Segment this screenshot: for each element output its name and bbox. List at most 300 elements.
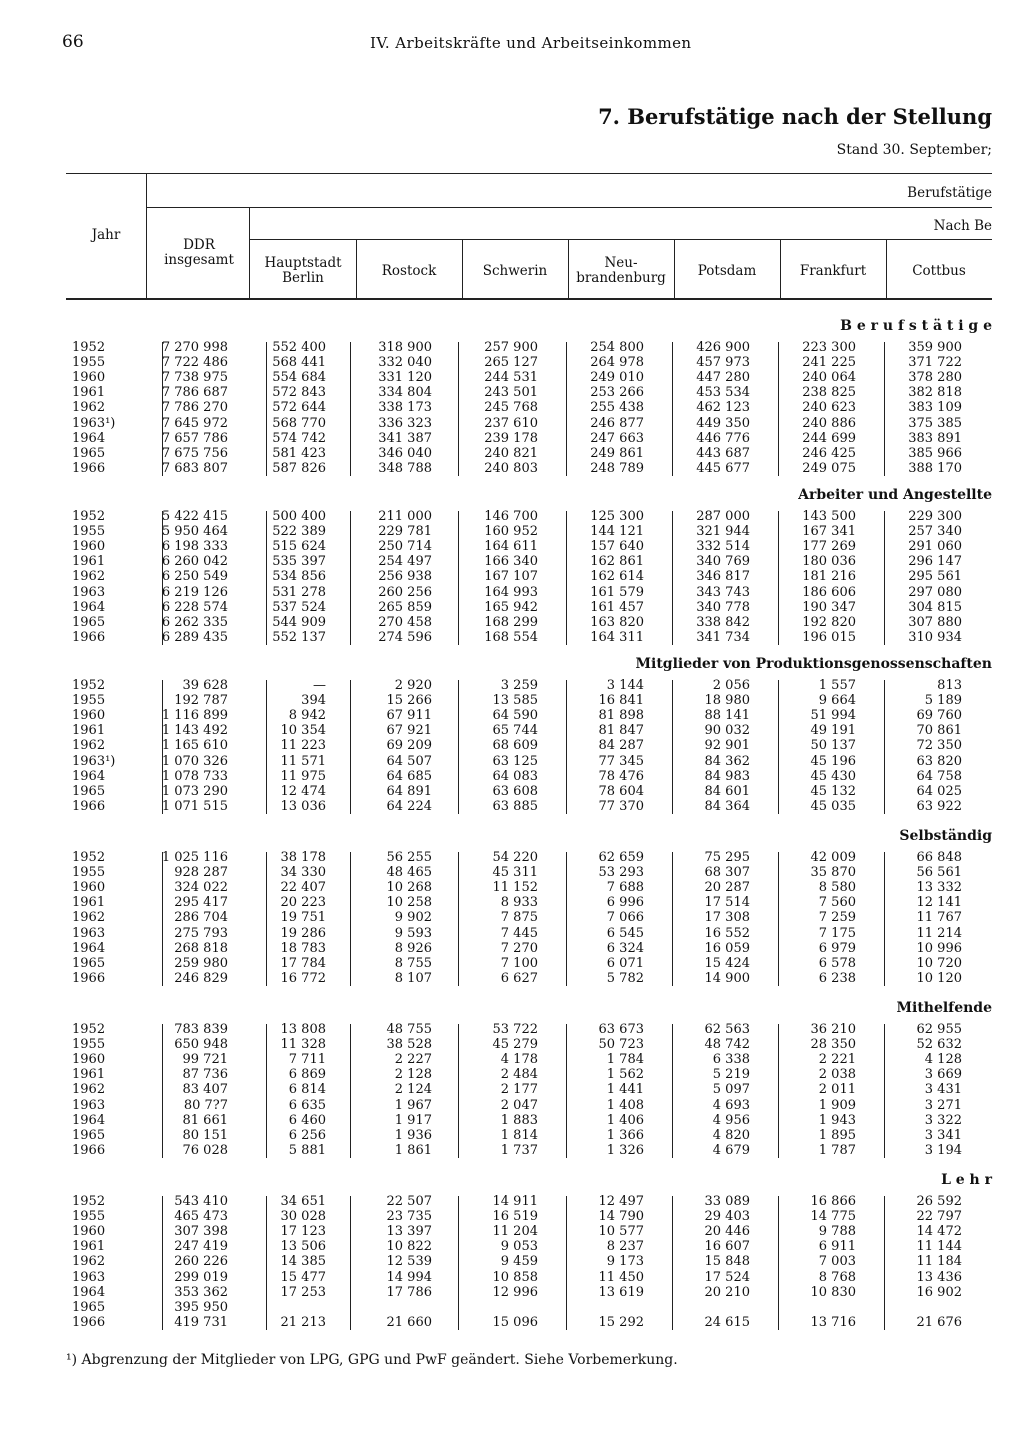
value-cell: 394 xyxy=(301,693,326,709)
value-cell: 332 514 xyxy=(696,539,750,555)
table-row xyxy=(0,1129,1024,1144)
value-cell: 260 256 xyxy=(378,584,432,600)
value-cell: 2 128 xyxy=(394,1067,432,1083)
value-cell: 338 842 xyxy=(696,614,750,630)
value-cell: 5 881 xyxy=(288,1142,326,1158)
value-cell: 1 078 733 xyxy=(161,768,228,784)
value-cell: 10 830 xyxy=(810,1284,856,1300)
year-cell: 1952 xyxy=(72,850,106,865)
year-cell: 1963 xyxy=(72,584,106,600)
table-title: 7. Berufstätige nach der Stellung xyxy=(598,104,992,129)
value-cell: 240 623 xyxy=(802,400,856,416)
value-cell: 3 669 xyxy=(924,1067,962,1083)
col-header-potsdam: Potsdam xyxy=(697,263,757,279)
value-cell: 346 040 xyxy=(378,445,432,461)
value-cell: 13 585 xyxy=(492,693,538,709)
value-cell: 1 408 xyxy=(606,1097,644,1113)
value-cell: 318 900 xyxy=(378,340,432,355)
value-cell: 6 228 574 xyxy=(161,599,228,615)
year-cell: 1962 xyxy=(72,1082,106,1098)
year-cell: 1965 xyxy=(72,1127,106,1143)
value-cell: 56 561 xyxy=(916,865,962,881)
value-cell: 240 821 xyxy=(484,445,538,461)
value-cell: 3 341 xyxy=(924,1127,962,1143)
value-cell: 14 790 xyxy=(598,1209,644,1225)
value-cell: 53 722 xyxy=(492,1022,538,1037)
value-cell: 20 223 xyxy=(280,895,326,911)
year-cell: 1961 xyxy=(72,723,106,739)
value-cell: 572 843 xyxy=(272,385,326,401)
value-cell: 568 441 xyxy=(272,355,326,371)
value-cell: 12 474 xyxy=(280,783,326,799)
value-cell: 80 7?7 xyxy=(183,1097,228,1113)
value-cell: 76 028 xyxy=(182,1142,228,1158)
value-cell: 7 688 xyxy=(606,880,644,896)
value-cell: 10 822 xyxy=(386,1239,432,1255)
value-cell: 552 137 xyxy=(272,629,326,645)
year-col-divider xyxy=(146,173,147,299)
value-cell: 375 385 xyxy=(908,415,962,431)
value-cell: 11 214 xyxy=(916,925,962,941)
value-cell: 16 519 xyxy=(492,1209,538,1225)
value-cell: 6 198 333 xyxy=(161,539,228,555)
value-cell: 6 289 435 xyxy=(161,629,228,645)
value-cell: 2 047 xyxy=(500,1097,538,1113)
value-cell: 286 704 xyxy=(174,910,228,926)
year-cell: 1952 xyxy=(72,1194,106,1209)
value-cell: 341 734 xyxy=(696,629,750,645)
value-cell: 8 107 xyxy=(394,970,432,986)
value-cell: 6 869 xyxy=(288,1067,326,1083)
value-cell: 88 141 xyxy=(704,708,750,724)
value-cell: 2 221 xyxy=(818,1052,856,1068)
value-cell: 99 721 xyxy=(182,1052,228,1068)
table-row xyxy=(0,972,1024,987)
value-cell: 243 501 xyxy=(484,385,538,401)
value-cell: 34 651 xyxy=(280,1194,326,1209)
value-cell: 78 476 xyxy=(598,768,644,784)
value-cell: 287 000 xyxy=(696,509,750,524)
value-cell: 1 917 xyxy=(394,1112,432,1128)
value-cell: 11 204 xyxy=(492,1224,538,1240)
table-row xyxy=(0,586,1024,601)
value-cell: 48 755 xyxy=(386,1022,432,1037)
value-cell: 10 268 xyxy=(386,880,432,896)
value-cell: 3 194 xyxy=(924,1142,962,1158)
value-cell: 6 071 xyxy=(606,955,644,971)
year-cell: 1955 xyxy=(72,355,106,371)
year-cell: 1962 xyxy=(72,400,106,416)
value-cell: 6 814 xyxy=(288,1082,326,1098)
year-cell: 1966 xyxy=(72,798,106,814)
table-row xyxy=(0,570,1024,585)
value-cell: 35 870 xyxy=(810,865,856,881)
value-cell: 515 624 xyxy=(272,539,326,555)
value-cell: 12 141 xyxy=(916,895,962,911)
value-cell: 146 700 xyxy=(484,509,538,524)
year-cell: 1961 xyxy=(72,1239,106,1255)
col-divider xyxy=(568,239,569,299)
table-row xyxy=(0,1255,1024,1270)
value-cell: 13 619 xyxy=(598,1284,644,1300)
section-title: Arbeiter und Angestellte xyxy=(798,487,992,503)
value-cell: 20 210 xyxy=(704,1284,750,1300)
table-row xyxy=(0,1099,1024,1114)
value-cell: 385 966 xyxy=(908,445,962,461)
value-cell: 1 883 xyxy=(500,1112,538,1128)
value-cell: 15 848 xyxy=(704,1254,750,1270)
value-cell: 9 664 xyxy=(818,693,856,709)
value-cell: 15 292 xyxy=(598,1314,644,1330)
table-row xyxy=(0,957,1024,972)
value-cell: 457 973 xyxy=(696,355,750,371)
value-cell: 4 178 xyxy=(500,1052,538,1068)
value-cell: 6 578 xyxy=(818,955,856,971)
value-cell: 11 223 xyxy=(280,738,326,754)
year-cell: 1965 xyxy=(72,445,106,461)
table-row xyxy=(0,800,1024,815)
value-cell: 64 507 xyxy=(386,753,432,769)
value-cell: 10 858 xyxy=(492,1269,538,1285)
value-cell: 2 124 xyxy=(394,1082,432,1098)
value-cell: 447 280 xyxy=(696,370,750,386)
value-cell: 16 059 xyxy=(704,940,750,956)
value-cell: 1 562 xyxy=(606,1067,644,1083)
value-cell: 238 825 xyxy=(802,385,856,401)
value-cell: 77 345 xyxy=(598,753,644,769)
value-cell: 500 400 xyxy=(272,509,326,524)
value-cell: 196 015 xyxy=(802,629,856,645)
value-cell: 1 070 326 xyxy=(161,753,228,769)
value-cell: 346 817 xyxy=(696,569,750,585)
value-cell: 18 783 xyxy=(280,940,326,956)
value-cell: 63 885 xyxy=(492,798,538,814)
value-cell: 22 797 xyxy=(916,1209,962,1225)
value-cell: 77 370 xyxy=(598,798,644,814)
value-cell: 168 299 xyxy=(484,614,538,630)
value-cell: 48 742 xyxy=(704,1037,750,1053)
col-header-neubrandenburg: Neu-brandenburg xyxy=(576,255,666,286)
section-title: B e r u f s t ä t i g e xyxy=(840,318,992,334)
value-cell: 348 788 xyxy=(378,460,432,476)
value-cell: 383 109 xyxy=(908,400,962,416)
value-cell: 3 271 xyxy=(924,1097,962,1113)
value-cell: 17 524 xyxy=(704,1269,750,1285)
table-row xyxy=(0,881,1024,896)
value-cell: 11 152 xyxy=(492,880,538,896)
value-cell: 84 601 xyxy=(704,783,750,799)
value-cell: 341 387 xyxy=(378,430,432,446)
table-row xyxy=(0,1271,1024,1286)
year-cell: 1963 xyxy=(72,1269,106,1285)
year-cell: 1964 xyxy=(72,940,106,956)
value-cell: 192 820 xyxy=(802,614,856,630)
value-cell: 574 742 xyxy=(272,430,326,446)
value-cell: 245 768 xyxy=(484,400,538,416)
value-cell: 67 911 xyxy=(386,708,432,724)
value-cell: 1 116 899 xyxy=(161,708,228,724)
year-cell: 1955 xyxy=(72,1209,106,1225)
table-row xyxy=(0,942,1024,957)
value-cell: 163 820 xyxy=(590,614,644,630)
value-cell: 1 787 xyxy=(818,1142,856,1158)
value-cell: 38 178 xyxy=(280,850,326,865)
value-cell: 446 776 xyxy=(696,430,750,446)
col-divider xyxy=(780,239,781,299)
value-cell: 9 173 xyxy=(606,1254,644,1270)
table-top-rule xyxy=(66,173,992,174)
value-cell: 531 278 xyxy=(272,584,326,600)
table-row xyxy=(0,851,1024,866)
value-cell: 51 994 xyxy=(810,708,856,724)
value-cell: 395 950 xyxy=(174,1299,228,1315)
value-cell: 14 900 xyxy=(704,970,750,986)
value-cell: 181 216 xyxy=(802,569,856,585)
table-row xyxy=(0,1195,1024,1210)
value-cell: 15 424 xyxy=(704,955,750,971)
value-cell: 343 743 xyxy=(696,584,750,600)
value-cell: 42 009 xyxy=(810,850,856,865)
value-cell: 248 789 xyxy=(590,460,644,476)
value-cell: 64 224 xyxy=(386,798,432,814)
value-cell: 7 738 975 xyxy=(161,370,228,386)
col-header-ddr: DDR insgesamt xyxy=(164,237,234,268)
value-cell: 16 552 xyxy=(704,925,750,941)
value-cell: 255 438 xyxy=(590,400,644,416)
table-row xyxy=(0,631,1024,646)
value-cell: 1 366 xyxy=(606,1127,644,1143)
value-cell: 7 066 xyxy=(606,910,644,926)
value-cell: 14 775 xyxy=(810,1209,856,1225)
value-cell: 247 419 xyxy=(174,1239,228,1255)
value-cell: 161 579 xyxy=(590,584,644,600)
value-cell: 164 611 xyxy=(484,539,538,555)
table-row xyxy=(0,1240,1024,1255)
value-cell: 249 075 xyxy=(802,460,856,476)
value-cell: 274 596 xyxy=(378,629,432,645)
value-cell: 63 125 xyxy=(492,753,538,769)
value-cell: 22 507 xyxy=(386,1194,432,1209)
table-row xyxy=(0,739,1024,754)
value-cell: 2 920 xyxy=(394,678,432,693)
table-row xyxy=(0,601,1024,616)
value-cell: 70 861 xyxy=(916,723,962,739)
value-cell: 23 735 xyxy=(386,1209,432,1225)
table-row xyxy=(0,510,1024,525)
value-cell: 259 980 xyxy=(174,955,228,971)
value-cell: 10 720 xyxy=(916,955,962,971)
value-cell: 34 330 xyxy=(280,865,326,881)
value-cell: 7 259 xyxy=(818,910,856,926)
table-row xyxy=(0,755,1024,770)
value-cell: 81 898 xyxy=(598,708,644,724)
value-cell: 12 539 xyxy=(386,1254,432,1270)
year-cell: 1962 xyxy=(72,738,106,754)
value-cell: 257 340 xyxy=(908,524,962,540)
year-cell: 1955 xyxy=(72,693,106,709)
table-row xyxy=(0,616,1024,631)
value-cell: 4 693 xyxy=(712,1097,750,1113)
value-cell: 17 308 xyxy=(704,910,750,926)
value-cell: 229 300 xyxy=(908,509,962,524)
value-cell: 13 332 xyxy=(916,880,962,896)
value-cell: 353 362 xyxy=(174,1284,228,1300)
value-cell: 10 996 xyxy=(916,940,962,956)
value-cell: 443 687 xyxy=(696,445,750,461)
table-row xyxy=(0,1038,1024,1053)
group-header: Berufstätige xyxy=(907,185,992,201)
value-cell: 7 675 756 xyxy=(161,445,228,461)
value-cell: 28 350 xyxy=(810,1037,856,1053)
year-cell: 1966 xyxy=(72,460,106,476)
value-cell: 7 100 xyxy=(500,955,538,971)
value-cell: 45 430 xyxy=(810,768,856,784)
value-cell: 45 196 xyxy=(810,753,856,769)
value-cell: 190 347 xyxy=(802,599,856,615)
value-cell: 270 458 xyxy=(378,614,432,630)
value-cell: 378 280 xyxy=(908,370,962,386)
value-cell: 186 606 xyxy=(802,584,856,600)
value-cell: 331 120 xyxy=(378,370,432,386)
value-cell: 2 177 xyxy=(500,1082,538,1098)
ddr-col-divider xyxy=(249,207,250,299)
subgroup-rule xyxy=(250,239,992,240)
value-cell: 7 683 807 xyxy=(161,460,228,476)
value-cell: 254 800 xyxy=(590,340,644,355)
value-cell: 64 590 xyxy=(492,708,538,724)
value-cell: 164 311 xyxy=(590,629,644,645)
value-cell: 265 859 xyxy=(378,599,432,615)
stand-date: Stand 30. September; xyxy=(836,142,992,158)
value-cell: 90 032 xyxy=(704,723,750,739)
value-cell: 14 385 xyxy=(280,1254,326,1270)
value-cell: 8 755 xyxy=(394,955,432,971)
value-cell: 587 826 xyxy=(272,460,326,476)
year-cell: 1965 xyxy=(72,955,106,971)
value-cell: 6 260 042 xyxy=(161,554,228,570)
year-cell: 1960 xyxy=(72,1052,106,1068)
value-cell: 7 270 xyxy=(500,940,538,956)
value-cell: 84 287 xyxy=(598,738,644,754)
value-cell: 17 253 xyxy=(280,1284,326,1300)
value-cell: 24 615 xyxy=(704,1314,750,1330)
year-cell: 1955 xyxy=(72,1037,106,1053)
value-cell: 462 123 xyxy=(696,400,750,416)
value-cell: 4 679 xyxy=(712,1142,750,1158)
value-cell: 211 000 xyxy=(378,509,432,524)
value-cell: 52 632 xyxy=(916,1037,962,1053)
value-cell: 10 120 xyxy=(916,970,962,986)
value-cell: 12 996 xyxy=(492,1284,538,1300)
value-cell: 307 880 xyxy=(908,614,962,630)
value-cell: 69 760 xyxy=(916,708,962,724)
value-cell: 84 983 xyxy=(704,768,750,784)
year-cell: 1963¹) xyxy=(72,753,116,769)
value-cell: 6 262 335 xyxy=(161,614,228,630)
value-cell: 4 956 xyxy=(712,1112,750,1128)
value-cell: 572 644 xyxy=(272,400,326,416)
group-rule xyxy=(147,207,992,208)
col-divider xyxy=(462,239,463,299)
year-cell: 1955 xyxy=(72,524,106,540)
value-cell: 39 628 xyxy=(182,678,228,693)
value-cell: 388 170 xyxy=(908,460,962,476)
value-cell: 7 560 xyxy=(818,895,856,911)
year-cell: 1961 xyxy=(72,554,106,570)
value-cell: 240 886 xyxy=(802,415,856,431)
value-cell: 7 645 972 xyxy=(161,415,228,431)
value-cell: 5 219 xyxy=(712,1067,750,1083)
value-cell: 8 580 xyxy=(818,880,856,896)
value-cell: 419 731 xyxy=(174,1314,228,1330)
value-cell: 64 025 xyxy=(916,783,962,799)
value-cell: 240 064 xyxy=(802,370,856,386)
value-cell: 45 035 xyxy=(810,798,856,814)
value-cell: 21 676 xyxy=(916,1314,962,1330)
value-cell: 304 815 xyxy=(908,599,962,615)
value-cell: 244 699 xyxy=(802,430,856,446)
value-cell: 5 950 464 xyxy=(161,524,228,540)
value-cell: 249 861 xyxy=(590,445,644,461)
value-cell: 581 423 xyxy=(272,445,326,461)
value-cell: 162 614 xyxy=(590,569,644,585)
col-header-schwerin: Schwerin xyxy=(482,263,548,279)
table-row xyxy=(0,1286,1024,1301)
value-cell: 813 xyxy=(937,678,962,693)
value-cell: 1 909 xyxy=(818,1097,856,1113)
table-row xyxy=(0,1301,1024,1316)
value-cell: 1 967 xyxy=(394,1097,432,1113)
value-cell: 16 841 xyxy=(598,693,644,709)
year-cell: 1960 xyxy=(72,1224,106,1240)
col-header-frankfurt: Frankfurt xyxy=(799,263,867,279)
value-cell: 8 237 xyxy=(606,1239,644,1255)
value-cell: 783 839 xyxy=(174,1022,228,1037)
table-row xyxy=(0,1053,1024,1068)
value-cell: 68 307 xyxy=(704,865,750,881)
value-cell: 6 635 xyxy=(288,1097,326,1113)
value-cell: 81 847 xyxy=(598,723,644,739)
value-cell: 64 685 xyxy=(386,768,432,784)
value-cell: 295 417 xyxy=(174,895,228,911)
value-cell: 29 403 xyxy=(704,1209,750,1225)
value-cell: 15 266 xyxy=(386,693,432,709)
value-cell: 78 604 xyxy=(598,783,644,799)
value-cell: 16 902 xyxy=(916,1284,962,1300)
value-cell: 157 640 xyxy=(590,539,644,555)
value-cell: 8 926 xyxy=(394,940,432,956)
value-cell: 19 751 xyxy=(280,910,326,926)
value-cell: 50 137 xyxy=(810,738,856,754)
value-cell: 8 768 xyxy=(818,1269,856,1285)
value-cell: 1 943 xyxy=(818,1112,856,1128)
value-cell: 13 506 xyxy=(280,1239,326,1255)
value-cell: 192 787 xyxy=(174,693,228,709)
value-cell: 296 147 xyxy=(908,554,962,570)
value-cell: 534 856 xyxy=(272,569,326,585)
year-cell: 1963¹) xyxy=(72,415,116,431)
value-cell: 334 804 xyxy=(378,385,432,401)
table-row xyxy=(0,525,1024,540)
value-cell: 264 978 xyxy=(590,355,644,371)
chapter-heading: IV. Arbeitskräfte und Arbeitseinkommen xyxy=(370,34,692,52)
table-row xyxy=(0,709,1024,724)
value-cell: 268 818 xyxy=(174,940,228,956)
value-cell: 17 786 xyxy=(386,1284,432,1300)
value-cell: 543 410 xyxy=(174,1194,228,1209)
year-cell: 1962 xyxy=(72,910,106,926)
value-cell: 382 818 xyxy=(908,385,962,401)
